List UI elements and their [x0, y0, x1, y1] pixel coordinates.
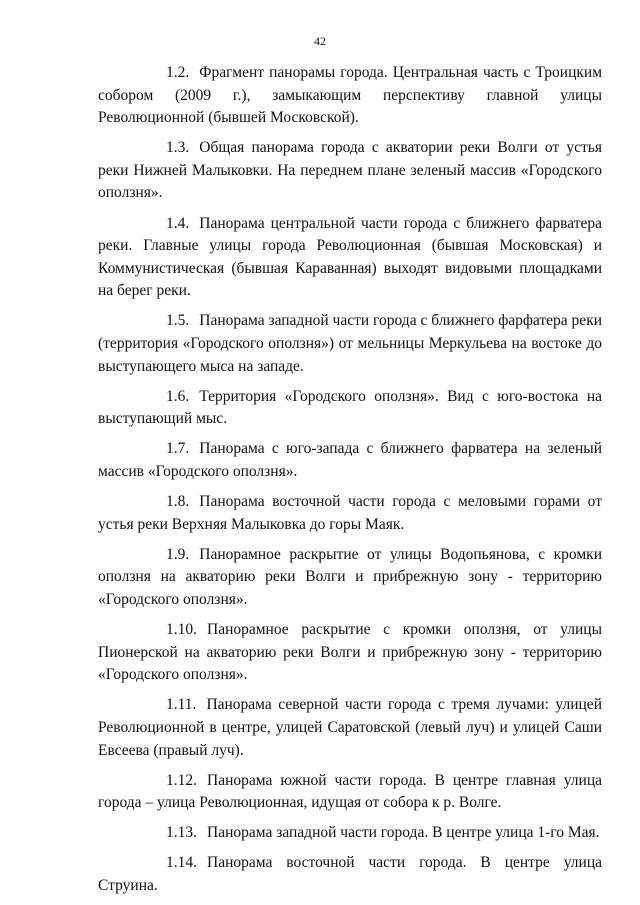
list-item-1-8: [98, 491, 602, 536]
item-number: 1.2.: [166, 64, 190, 81]
item-number: 1.13.: [166, 824, 197, 842]
list-item-1-9: [98, 544, 602, 612]
item-text: Панорамное раскрытие от улицы Водопьянова, с кромки оползня на акваторию реки Волги и прибрежную зону - территорию «Городского оползня».: [98, 545, 602, 608]
item-number: 1.12.: [166, 771, 197, 789]
item-number: 1.4.: [166, 214, 190, 232]
item-number: 1.7.: [166, 440, 190, 458]
list-item-1-10: [98, 619, 602, 687]
list-item-1-12: [98, 770, 602, 815]
item-number: 1.6.: [166, 387, 190, 405]
item-text: Панорама западной части города с ближнего фарфатера реки (территория «Городского оползня») от мельницы Меркульева на востоке до выступающего мыса на западе.: [98, 312, 603, 375]
list-item-1-6: [98, 386, 602, 431]
list-item-1-2: [98, 62, 602, 130]
item-number: 1.8.: [166, 493, 190, 511]
page-number: 42: [314, 34, 326, 48]
item-text: Панорама восточной части города с меловыми горами от устья реки Верхняя Малыковка до горы Маяк.: [98, 493, 602, 533]
list-item-1-14: [98, 852, 602, 897]
item-text: Панорама восточной части города. В центре улица Струина.: [98, 854, 602, 894]
item-text: Общая панорама города с акватории реки Волги от устья реки Нижней Малыковки. На переднем плане зеленый массив «Городского оползня».: [98, 139, 602, 202]
item-number: 1.11.: [166, 696, 197, 714]
item-text: Фрагмент панорамы города. Центральная часть с Троицким собором (2009 г.), замыкающим перспективу главной улицы Революционной (бывшей Московской).: [98, 64, 602, 127]
item-text: Панорамное раскрытие с кромки оползня, от улицы Пионерской на акваторию реки Волги и прибрежную зону - территорию «Городского оползня».: [98, 621, 602, 684]
item-number: 1.5.: [166, 312, 190, 330]
list-item-1-13: [98, 822, 602, 845]
list-item-1-7: [98, 438, 602, 483]
item-number: 1.9.: [166, 545, 190, 563]
item-text: Панорама северной части города с тремя лучами: улицей Революционной в центре, улицей Саратовской (левый луч) и улицей Саши Евсеева (правый луч).: [98, 696, 602, 759]
item-text: Панорама центральной части города с ближнего фарватера реки. Главные улицы города Революционная (бывшая Московская) и Коммунистическая (бывшая Караванная) выходят видовыми площадками на берег реки.: [98, 214, 602, 300]
item-text: Территория «Городского оползня». Вид с юго-востока на выступающий мыс.: [98, 387, 602, 428]
list-item-1-11: [98, 694, 602, 762]
list-item-1-3: [98, 137, 602, 205]
item-number: 1.3.: [166, 139, 190, 157]
item-text: Панорама с юго-запада с ближнего фарватера на зеленый массив «Городского оползня».: [98, 440, 602, 480]
item-text: Панорама западной части города. В центре улица 1-го Мая.: [207, 824, 600, 842]
list-item-1-5: [98, 310, 602, 378]
item-number: 1.14.: [166, 854, 197, 872]
item-number: 1.10.: [166, 621, 197, 639]
list-item-1-4: [98, 213, 602, 303]
item-text: Панорама южной части города. В центре главная улица города – улица Революционная, идущая от собора к р. Волге.: [98, 771, 602, 812]
document-body: [98, 62, 602, 905]
